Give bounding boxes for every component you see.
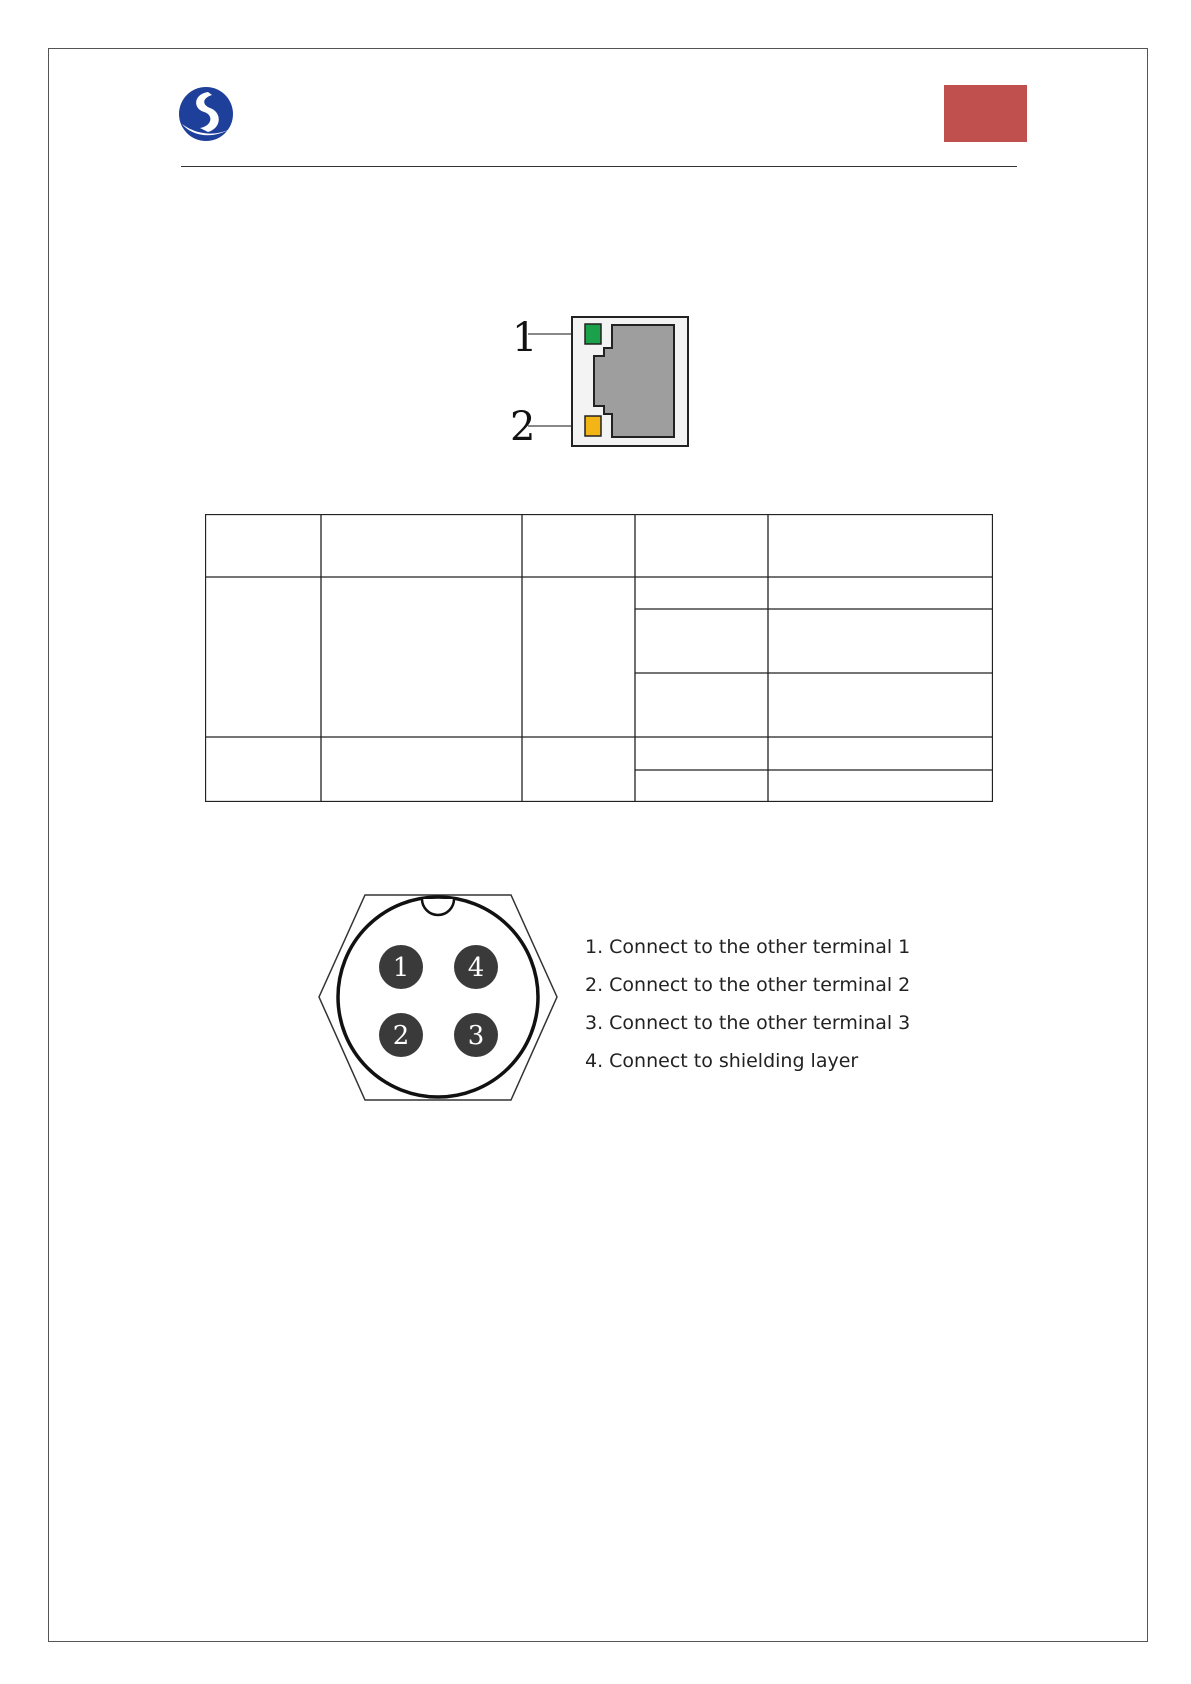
chapter-tab xyxy=(944,85,1027,142)
pin-legend-item: 3. Connect to the other terminal 3 xyxy=(585,1012,911,1034)
table-border xyxy=(206,515,993,802)
pin-legend-item: 2. Connect to the other terminal 2 xyxy=(585,974,911,996)
pin-legend-item: 4. Connect to shielding layer xyxy=(585,1050,859,1072)
four-pin-connector-diagram xyxy=(315,890,560,1105)
pin-legend xyxy=(585,928,910,1080)
page-frame xyxy=(48,48,1148,1642)
led-indicator-green xyxy=(585,324,601,344)
pin-number: 4 xyxy=(467,953,485,983)
callout-number: 1 xyxy=(512,315,538,361)
spec-table xyxy=(205,514,993,802)
header-divider xyxy=(181,166,1017,167)
company-logo-icon xyxy=(178,86,234,142)
callout-number: 2 xyxy=(510,404,536,450)
led-indicator-yellow xyxy=(585,416,601,436)
pin-number: 1 xyxy=(392,953,410,983)
rj45-port-diagram xyxy=(500,300,700,460)
pin-number: 2 xyxy=(392,1021,410,1051)
pin-number: 3 xyxy=(467,1021,485,1051)
pin-legend-item: 1. Connect to the other terminal 1 xyxy=(585,936,911,958)
connector-ring xyxy=(338,897,538,1097)
